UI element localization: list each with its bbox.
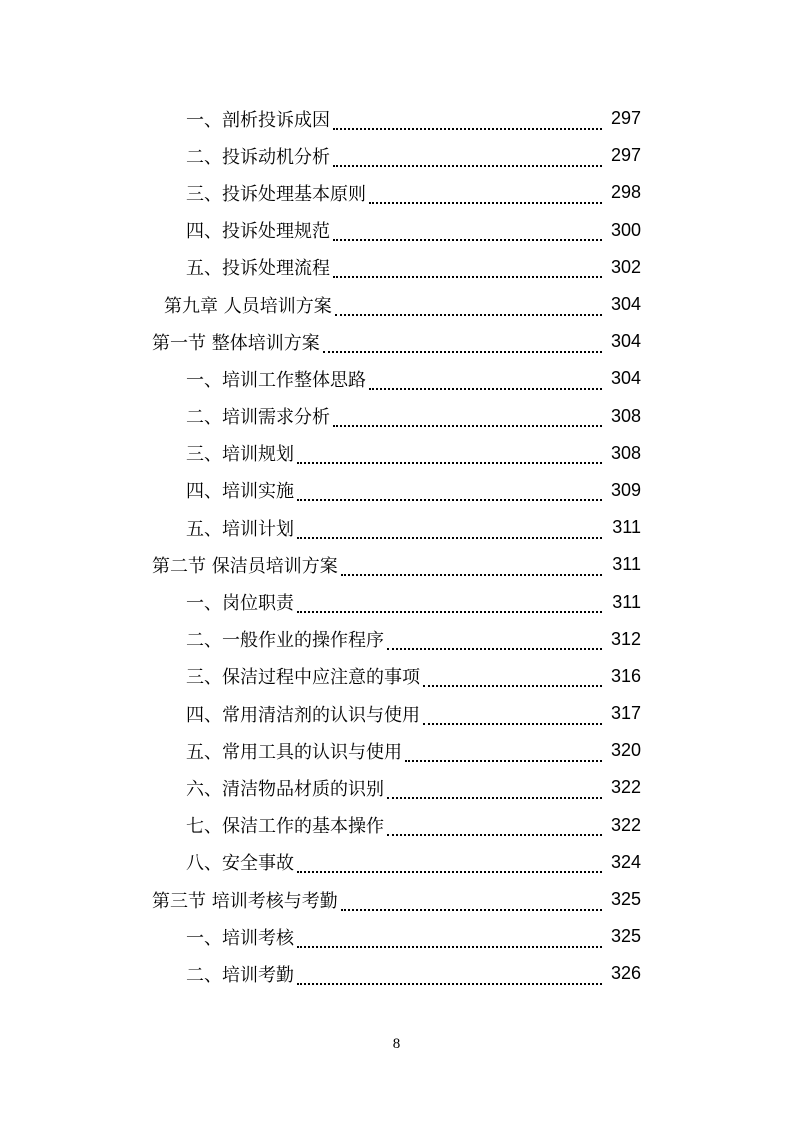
toc-entry[interactable] — [0, 732, 793, 769]
toc-entry[interactable] — [0, 955, 793, 992]
toc-entry-page: 302 — [610, 256, 641, 277]
toc-entry-page: 325 — [610, 889, 641, 910]
toc-dot-leader — [297, 971, 602, 985]
toc-entry-label: 二、投诉动机分析 — [186, 146, 330, 168]
toc-entry-page: 304 — [610, 368, 641, 389]
toc-entry-page: 308 — [610, 442, 641, 463]
toc-dot-leader — [387, 636, 602, 650]
toc-entry-label: 五、投诉处理流程 — [186, 258, 330, 280]
toc-entry-label: 八、安全事故 — [186, 853, 294, 875]
toc-entry-label: 三、投诉处理基本原则 — [186, 183, 366, 205]
toc-entry-label: 一、剖析投诉成因 — [186, 109, 330, 131]
toc-entry-page: 300 — [610, 219, 641, 240]
toc-entry-page: 326 — [610, 963, 641, 984]
toc-dot-leader — [333, 153, 602, 167]
toc-entry[interactable] — [0, 174, 793, 211]
toc-dot-leader — [341, 562, 602, 576]
toc-section-entry[interactable] — [0, 546, 793, 583]
toc-entry-page: 322 — [610, 777, 641, 798]
toc-entry-page: 311 — [612, 517, 641, 538]
toc-entry[interactable] — [0, 249, 793, 286]
toc-entry-page: 322 — [610, 814, 641, 835]
toc-entry-label: 四、投诉处理规范 — [186, 221, 330, 243]
toc-entry[interactable] — [0, 918, 793, 955]
toc-dot-leader — [335, 302, 602, 316]
toc-chapter-entry[interactable] — [0, 286, 793, 323]
toc-entry-label: 三、培训规划 — [186, 444, 294, 466]
toc-dot-leader — [387, 785, 602, 799]
toc-entry[interactable] — [0, 844, 793, 881]
toc-entry-page: 309 — [610, 479, 641, 500]
toc-entry[interactable] — [0, 658, 793, 695]
toc-entry-page: 317 — [610, 703, 641, 724]
page-number: 8 — [392, 1036, 401, 1052]
toc-dot-leader — [333, 413, 602, 427]
toc-entry[interactable] — [0, 100, 793, 137]
toc-entry[interactable] — [0, 360, 793, 397]
toc-entry-page: 298 — [610, 182, 641, 203]
toc-entry[interactable] — [0, 137, 793, 174]
toc-dot-leader — [297, 525, 602, 539]
toc-entry-label: 六、清洁物品材质的识别 — [186, 778, 384, 800]
toc-entry[interactable] — [0, 583, 793, 620]
toc-dot-leader — [423, 711, 602, 725]
toc-entry-label: 四、培训实施 — [186, 481, 294, 503]
toc-entry-label: 四、常用清洁剂的认识与使用 — [186, 704, 420, 726]
toc-dot-leader — [369, 190, 602, 204]
toc-entry[interactable] — [0, 212, 793, 249]
toc-dot-leader — [341, 897, 602, 911]
toc-entry-label: 五、常用工具的认识与使用 — [186, 741, 402, 763]
toc-entry-label: 二、一般作业的操作程序 — [186, 630, 384, 652]
toc-section-entry[interactable] — [0, 881, 793, 918]
toc-entry-label: 第三节 培训考核与考勤 — [152, 890, 338, 912]
toc-dot-leader — [297, 934, 602, 948]
toc-entry-page: 304 — [610, 331, 641, 352]
toc-dot-leader — [297, 450, 602, 464]
table-of-contents — [0, 100, 793, 993]
toc-entry[interactable] — [0, 435, 793, 472]
toc-entry[interactable] — [0, 509, 793, 546]
toc-entry-page: 324 — [610, 851, 641, 872]
toc-dot-leader — [333, 227, 602, 241]
toc-entry-page: 308 — [610, 405, 641, 426]
toc-entry[interactable] — [0, 621, 793, 658]
toc-entry-page: 311 — [612, 554, 641, 575]
toc-entry-page: 312 — [610, 628, 641, 649]
toc-entry[interactable] — [0, 769, 793, 806]
toc-dot-leader — [333, 264, 602, 278]
toc-dot-leader — [333, 116, 602, 130]
toc-dot-leader — [297, 859, 602, 873]
toc-entry-label: 二、培训需求分析 — [186, 407, 330, 429]
toc-dot-leader — [405, 748, 602, 762]
toc-entry-page: 297 — [610, 145, 641, 166]
toc-entry[interactable] — [0, 695, 793, 732]
toc-dot-leader — [297, 599, 602, 613]
toc-entry-page: 320 — [610, 740, 641, 761]
toc-entry-label: 第九章 人员培训方案 — [164, 295, 332, 317]
toc-entry-page: 325 — [610, 926, 641, 947]
toc-entry-label: 一、培训工作整体思路 — [186, 369, 366, 391]
toc-entry-label: 五、培训计划 — [186, 518, 294, 540]
toc-entry-label: 二、培训考勤 — [186, 964, 294, 986]
toc-entry-label: 一、岗位职责 — [186, 593, 294, 615]
toc-entry[interactable] — [0, 807, 793, 844]
toc-dot-leader — [297, 487, 602, 501]
toc-entry-page: 311 — [612, 591, 641, 612]
toc-entry-label: 第一节 整体培训方案 — [152, 332, 320, 354]
toc-section-entry[interactable] — [0, 323, 793, 360]
toc-dot-leader — [369, 376, 602, 390]
toc-dot-leader — [423, 673, 602, 687]
toc-entry-label: 第二节 保洁员培训方案 — [152, 555, 338, 577]
toc-entry-label: 一、培训考核 — [186, 927, 294, 949]
toc-entry-page: 297 — [610, 108, 641, 129]
toc-entry-label: 七、保洁工作的基本操作 — [186, 816, 384, 838]
toc-entry-label: 三、保洁过程中应注意的事项 — [186, 667, 420, 689]
toc-entry-page: 316 — [610, 665, 641, 686]
toc-dot-leader — [387, 822, 602, 836]
toc-entry-page: 304 — [610, 294, 641, 315]
toc-dot-leader — [323, 339, 602, 353]
toc-entry[interactable] — [0, 398, 793, 435]
toc-entry[interactable] — [0, 472, 793, 509]
